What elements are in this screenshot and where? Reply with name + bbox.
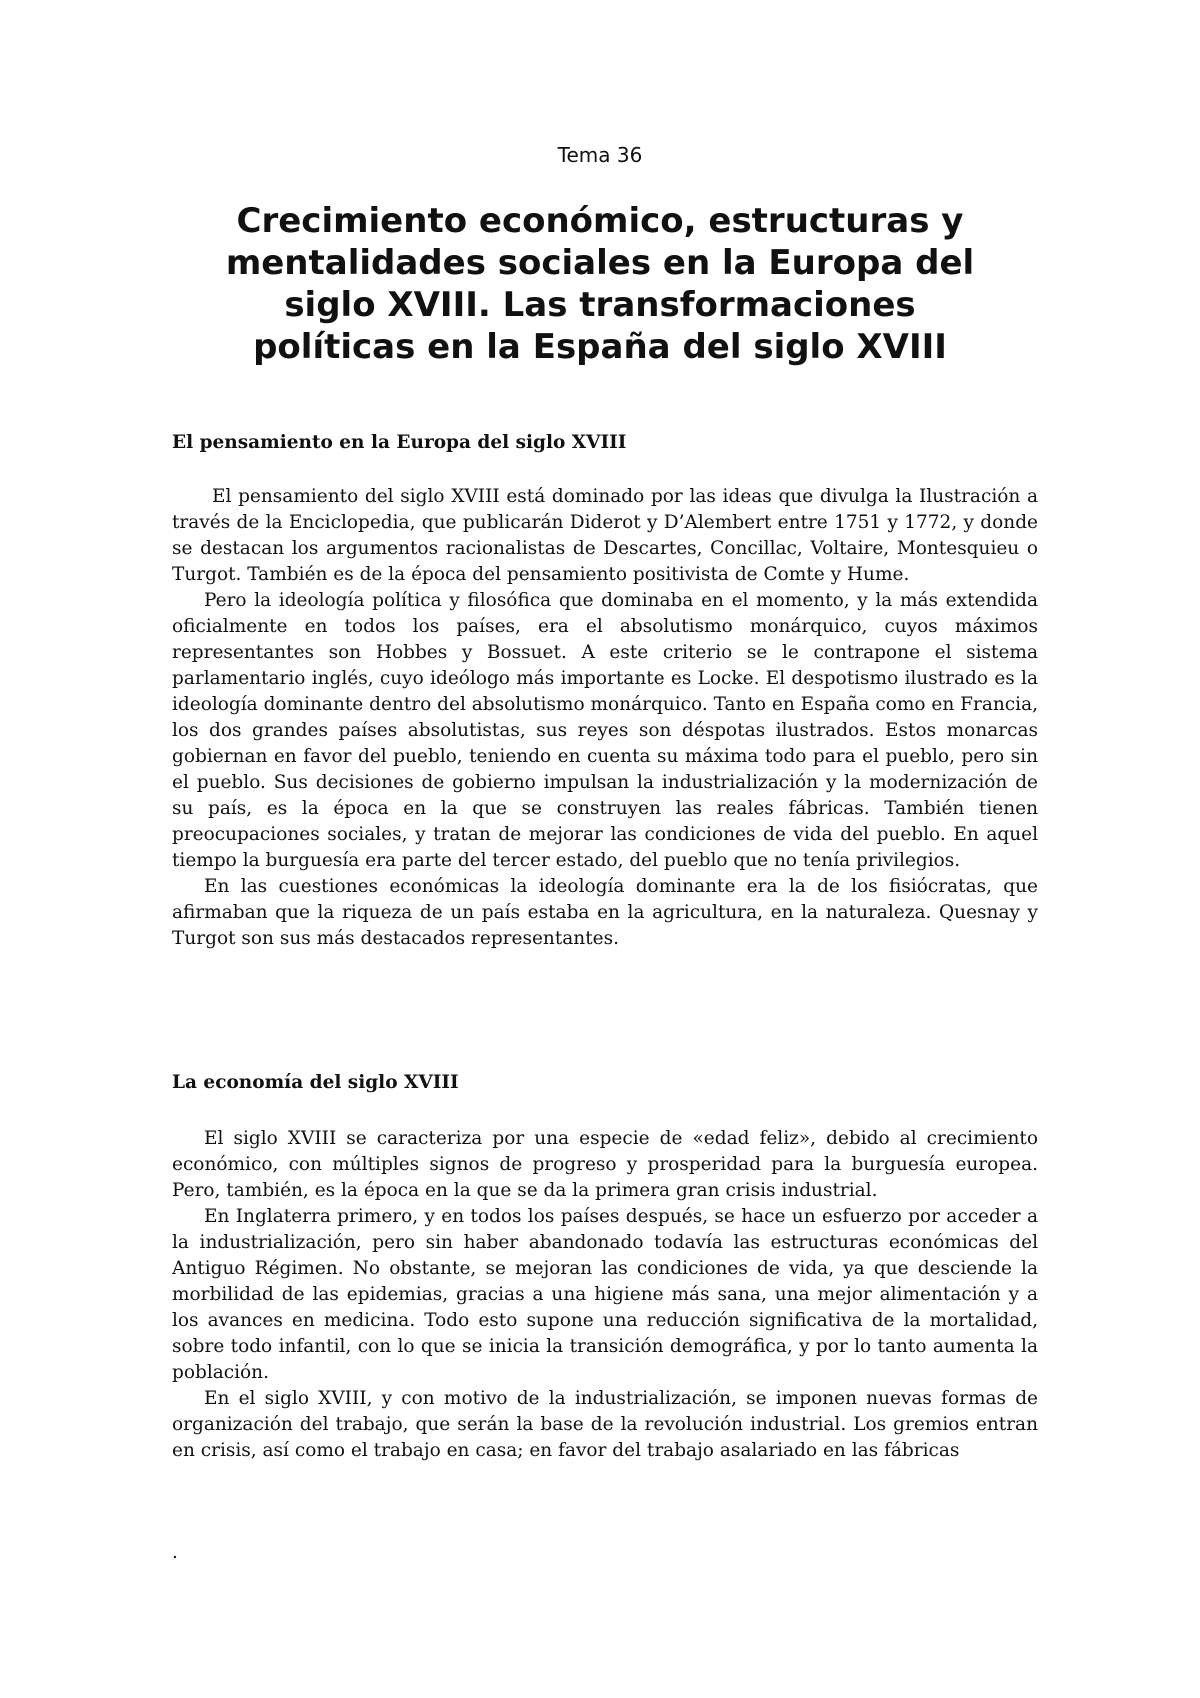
title-line: políticas en la España del siglo XVIII <box>253 327 947 367</box>
paragraph: En el siglo XVIII, y con motivo de la industrialización, se imponen nuevas formas de organización del trabajo, que serán la base de la revolución industrial. Los gremios entran en crisis, así como el trabajo en casa; en favor del trabajo asalariado en las fábricas <box>172 1388 1038 1461</box>
section-heading-pensamiento: El pensamiento en la Europa del siglo XVIII <box>172 432 627 453</box>
paragraph: En las cuestiones económicas la ideología dominante era la de los fisiócratas, que afirmaban que la riqueza de un país estaba en la agricultura, en la naturaleza. Quesnay y Turgot son sus más destacados representantes. <box>172 876 1038 949</box>
trailing-mark: . <box>172 1542 178 1563</box>
document-title <box>160 200 1040 368</box>
topic-number: Tema 36 <box>557 143 643 167</box>
paragraph: El pensamiento del siglo XVIII está dominado por las ideas que divulga la Ilustración a través de la Enciclopedia, que publicarán Diderot y D’Alembert entre 1751 y 1772, y donde se destacan los argumentos racionalistas de Descartes, Concillac, Voltaire, Montesquieu o Turgot. También es de la época del pensamiento positivista de Comte y Hume. <box>172 486 1038 585</box>
section-heading-economia: La economía del siglo XVIII <box>172 1072 459 1093</box>
paragraph: Pero la ideología política y filosófica que dominaba en el momento, y la más extendida oficialmente en todos los países, era el absolutismo monárquico, cuyos máximos representantes son Hobbes y Bossuet. A este criterio se le contrapone el sistema parlamentario inglés, cuyo ideólogo más importante es Locke. El despotismo ilustrado es la ideología dominante dentro del absolutismo monárquico. Tanto en España como en Francia, los dos grandes países absolutistas, sus reyes son déspotas ilustrados. Estos monarcas gobiernan en favor del pueblo, teniendo en cuenta su máxima todo para el pueblo, pero sin el pueblo. Sus decisiones de gobierno impulsan la industrialización y la modernización de su país, es la época en la que se construyen las reales fábricas. También tienen preocupaciones sociales, y tratan de mejorar las condiciones de vida del pueblo. En aquel tiempo la burguesía era parte del tercer estado, del pueblo que no tenía privilegios. <box>172 590 1038 871</box>
paragraph: El siglo XVIII se caracteriza por una especie de «edad feliz», debido al crecimiento económico, con múltiples signos de progreso y prosperidad para la burguesía europea. Pero, también, es la época en la que se da la primera gran crisis industrial. <box>172 1128 1038 1201</box>
title-line: siglo XVIII. Las transformaciones <box>284 285 916 325</box>
title-line: Crecimiento económico, estructuras y <box>236 201 964 241</box>
section-body-pensamiento <box>172 484 1038 952</box>
title-line: mentalidades sociales en la Europa del <box>225 243 975 283</box>
section-body-economia <box>172 1126 1038 1464</box>
paragraph: En Inglaterra primero, y en todos los países después, se hace un esfuerzo por acceder a la industrialización, pero sin haber abandonado todavía las estructuras económicas del Antiguo Régimen. No obstante, se mejoran las condiciones de vida, ya que desciende la morbilidad de las epidemias, gracias a una higiene más sana, una mejor alimentación y a los avances en medicina. Todo esto supone una reducción significativa de la mortalidad, sobre todo infantil, con lo que se inicia la transición demográfica, y por lo tanto aumenta la población. <box>172 1206 1038 1383</box>
